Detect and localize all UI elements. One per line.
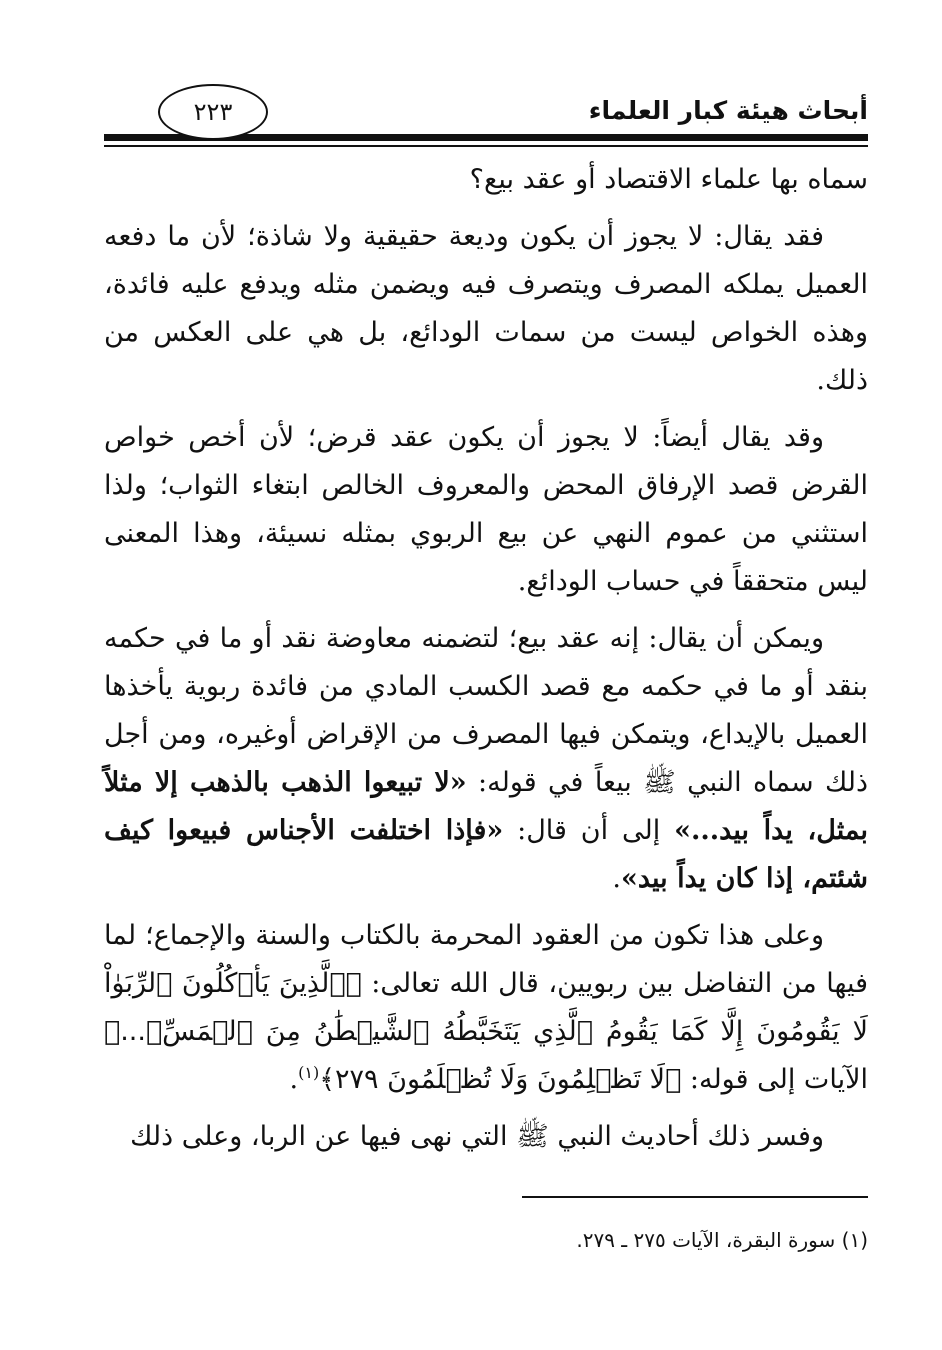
paragraph-3: وقد يقال أيضاً: لا يجوز أن يكون عقد قرض؛ لأن أخص خواص القرض قصد الإرفاق المحض والمعروف الخالص ابتغاء الثواب؛ ولذا استثني من عموم النهي عن بيع الربوي بمثله نسيئة، وهذا المعنى ليس متحققاً في حساب الودائع. <box>104 422 868 597</box>
paragraph-6: وفسر ذلك أحاديث النبي ﷺ التي نهى فيها عن الربا، وعلى ذلك <box>130 1121 824 1152</box>
main-text <box>104 156 868 1170</box>
footnote-separator <box>522 1196 868 1198</box>
paragraph-5-text-2: الآيات إلى قوله: <box>689 1064 868 1095</box>
paragraph-5-end: . <box>289 1064 299 1095</box>
hadith-quote-1: «لا تبيعوا الذهب بالذهب إلا مثلاً بمثل، يداً بيد...» <box>104 767 868 846</box>
footnote-reference[interactable]: (١) <box>298 1063 320 1082</box>
paragraph-1: سماه بها علماء الاقتصاد أو عقد بيع؟ <box>469 164 868 195</box>
quran-verse-1: ﴿ٱلَّذِينَ يَأۡكُلُونَ ٱلرِّبَوٰاْ لَا يَقُومُونَ إِلَّا كَمَا يَقُومُ ٱلَّذِي يَتَخَبَّطُهُ ٱلشَّيۡطَٰنُ مِنَ ٱلۡمَسِّۚ...﴾ <box>104 968 868 1047</box>
paragraph-4 <box>104 615 868 903</box>
paragraph-5-text: وعلى هذا تكون من العقود المحرمة بالكتاب والسنة والإجماع؛ لما فيها من التفاضل بين ربويين، قال الله تعالى: <box>104 920 868 999</box>
header-rule-thin <box>104 145 868 147</box>
book-title: أبحاث هيئة كبار العلماء <box>588 96 868 125</box>
paragraph-2: فقد يقال: لا يجوز أن يكون وديعة حقيقية ولا شاذة؛ لأن ما دفعه العميل يملكه المصرف ويتصرف فيه ويضمن مثله ويدفع عليه فائدة، وهذه الخواص ليست من سمات الودائع، بل هي على العكس من ذلك. <box>104 221 868 396</box>
paragraph-4-end: . <box>612 863 621 894</box>
paragraph-4-text-2: إلى أن قال: <box>517 815 661 846</box>
page-number: ٢٢٣ <box>158 84 268 140</box>
quran-verse-2: ﴿لَا تَظۡلِمُونَ وَلَا تُظۡلَمُونَ ٢٧٩﴾ <box>319 1064 682 1095</box>
paragraph-5 <box>104 912 868 1104</box>
hadith-quote-2: «فإذا اختلفت الأجناس فبيعوا كيف شئتم، إذا كان يداً بيد» <box>104 815 868 894</box>
footnote: (١) سورة البقرة، الآيات ٢٧٥ ـ ٢٧٩. <box>576 1228 868 1252</box>
paragraph-4-text: ويمكن أن يقال: إنه عقد بيع؛ لتضمنه معاوضة نقد أو ما في حكمه بنقد أو ما في حكمه مع قصد الكسب المادي من فائدة ربوية يأخذها العميل بالإيداع، ويتمكن فيها المصرف من الإقراض أوغيره، ومن أجل ذلك سماه النبي ﷺ بيعاً في قوله: <box>104 623 868 798</box>
